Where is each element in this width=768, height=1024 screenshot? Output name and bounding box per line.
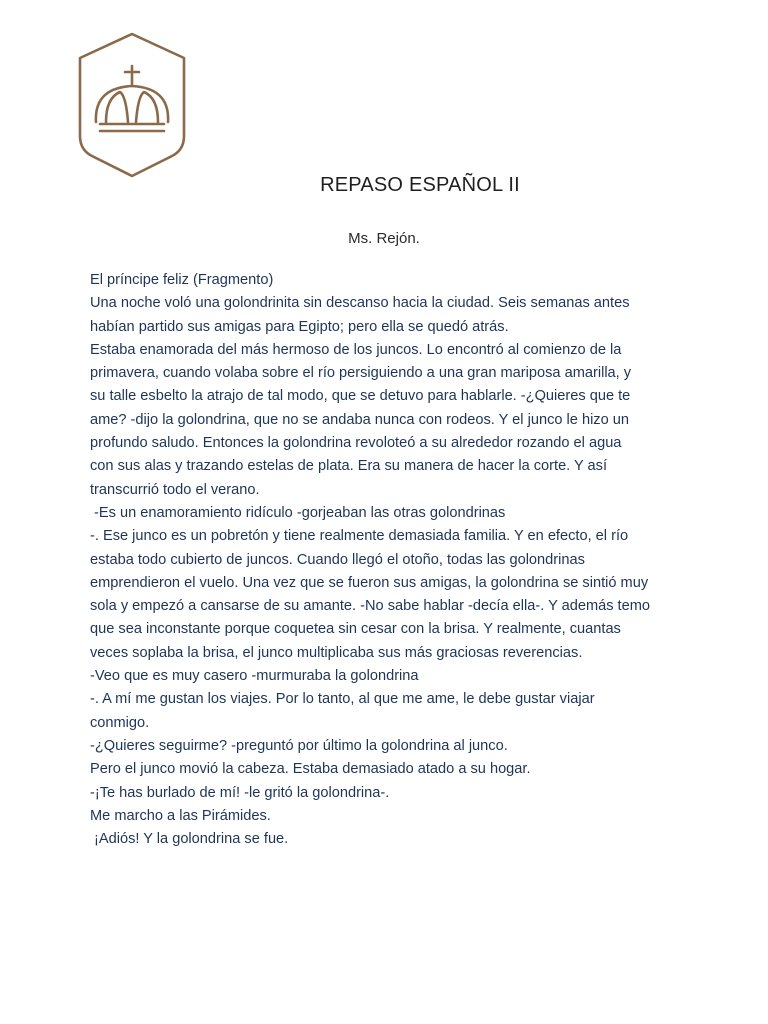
text-line: Pero el junco movió la cabeza. Estaba demasiado atado a su hogar.	[90, 761, 531, 778]
text-line: Me marcho a las Pirámides.	[90, 807, 271, 824]
text-line: -¡Te has burlado de mí! -le gritó la golondrina-.	[90, 784, 390, 801]
text-line: con sus alas y trazando estelas de plata. Era su manera de hacer la corte. Y así	[90, 458, 608, 475]
document-title: REPASO ESPAÑOL II	[320, 174, 520, 196]
text-line: primavera, cuando volaba sobre el río persiguiendo a una gran mariposa amarilla, y	[90, 365, 632, 382]
text-line: veces soplaba la brisa, el junco multiplicaba sus más graciosas reverencias.	[90, 644, 583, 661]
text-line: estaba todo cubierto de juncos. Cuando llegó el otoño, todas las golondrinas	[90, 551, 585, 568]
text-line: -. A mí me gustan los viajes. Por lo tanto, al que me ame, le debe gustar viajar	[90, 691, 595, 708]
text-line: ¡Adiós! Y la golondrina se fue.	[90, 831, 289, 848]
story-text	[90, 269, 690, 851]
author-name: Ms. Rejón.	[348, 230, 420, 247]
text-line: sola y empezó a cansarse de su amante. -No sabe hablar -decía ella-. Y además temo	[90, 598, 651, 615]
text-line: -Veo que es muy casero -murmuraba la golondrina	[90, 668, 419, 685]
text-line: Estaba enamorada del más hermoso de los juncos. Lo encontró al comienzo de la	[90, 341, 622, 358]
text-line: Una noche voló una golondrinita sin descanso hacia la ciudad. Seis semanas antes	[90, 295, 630, 312]
text-line: su talle esbelto la atrajo de tal modo, que se detuvo para hablarle. -¿Quieres que te	[90, 388, 631, 405]
text-line: ame? -dijo la golondrina, que no se andaba nunca con rodeos. Y el junco le hizo un	[90, 411, 630, 428]
crown-shield-icon	[76, 32, 188, 178]
text-line: El príncipe feliz (Fragmento)	[90, 272, 274, 288]
text-line: que sea inconstante porque coquetea sin cesar con la brisa. Y realmente, cuantas	[90, 621, 621, 638]
text-line: emprendieron el vuelo. Una vez que se fueron sus amigas, la golondrina se sintió muy	[90, 574, 649, 591]
text-line: -. Ese junco es un pobretón y tiene realmente demasiada familia. Y en efecto, el río	[90, 528, 629, 545]
text-line: conmigo.	[90, 714, 150, 731]
text-line: transcurrió todo el verano.	[90, 481, 260, 498]
text-line: -Es un enamoramiento ridículo -gorjeaban las otras golondrinas	[90, 504, 506, 521]
text-line: profundo saludo. Entonces la golondrina revoloteó a su alrededor rozando el agua	[90, 435, 622, 452]
text-line: -¿Quieres seguirme? -preguntó por último la golondrina al junco.	[90, 737, 508, 754]
text-line: habían partido sus amigas para Egipto; pero ella se quedó atrás.	[90, 318, 509, 335]
